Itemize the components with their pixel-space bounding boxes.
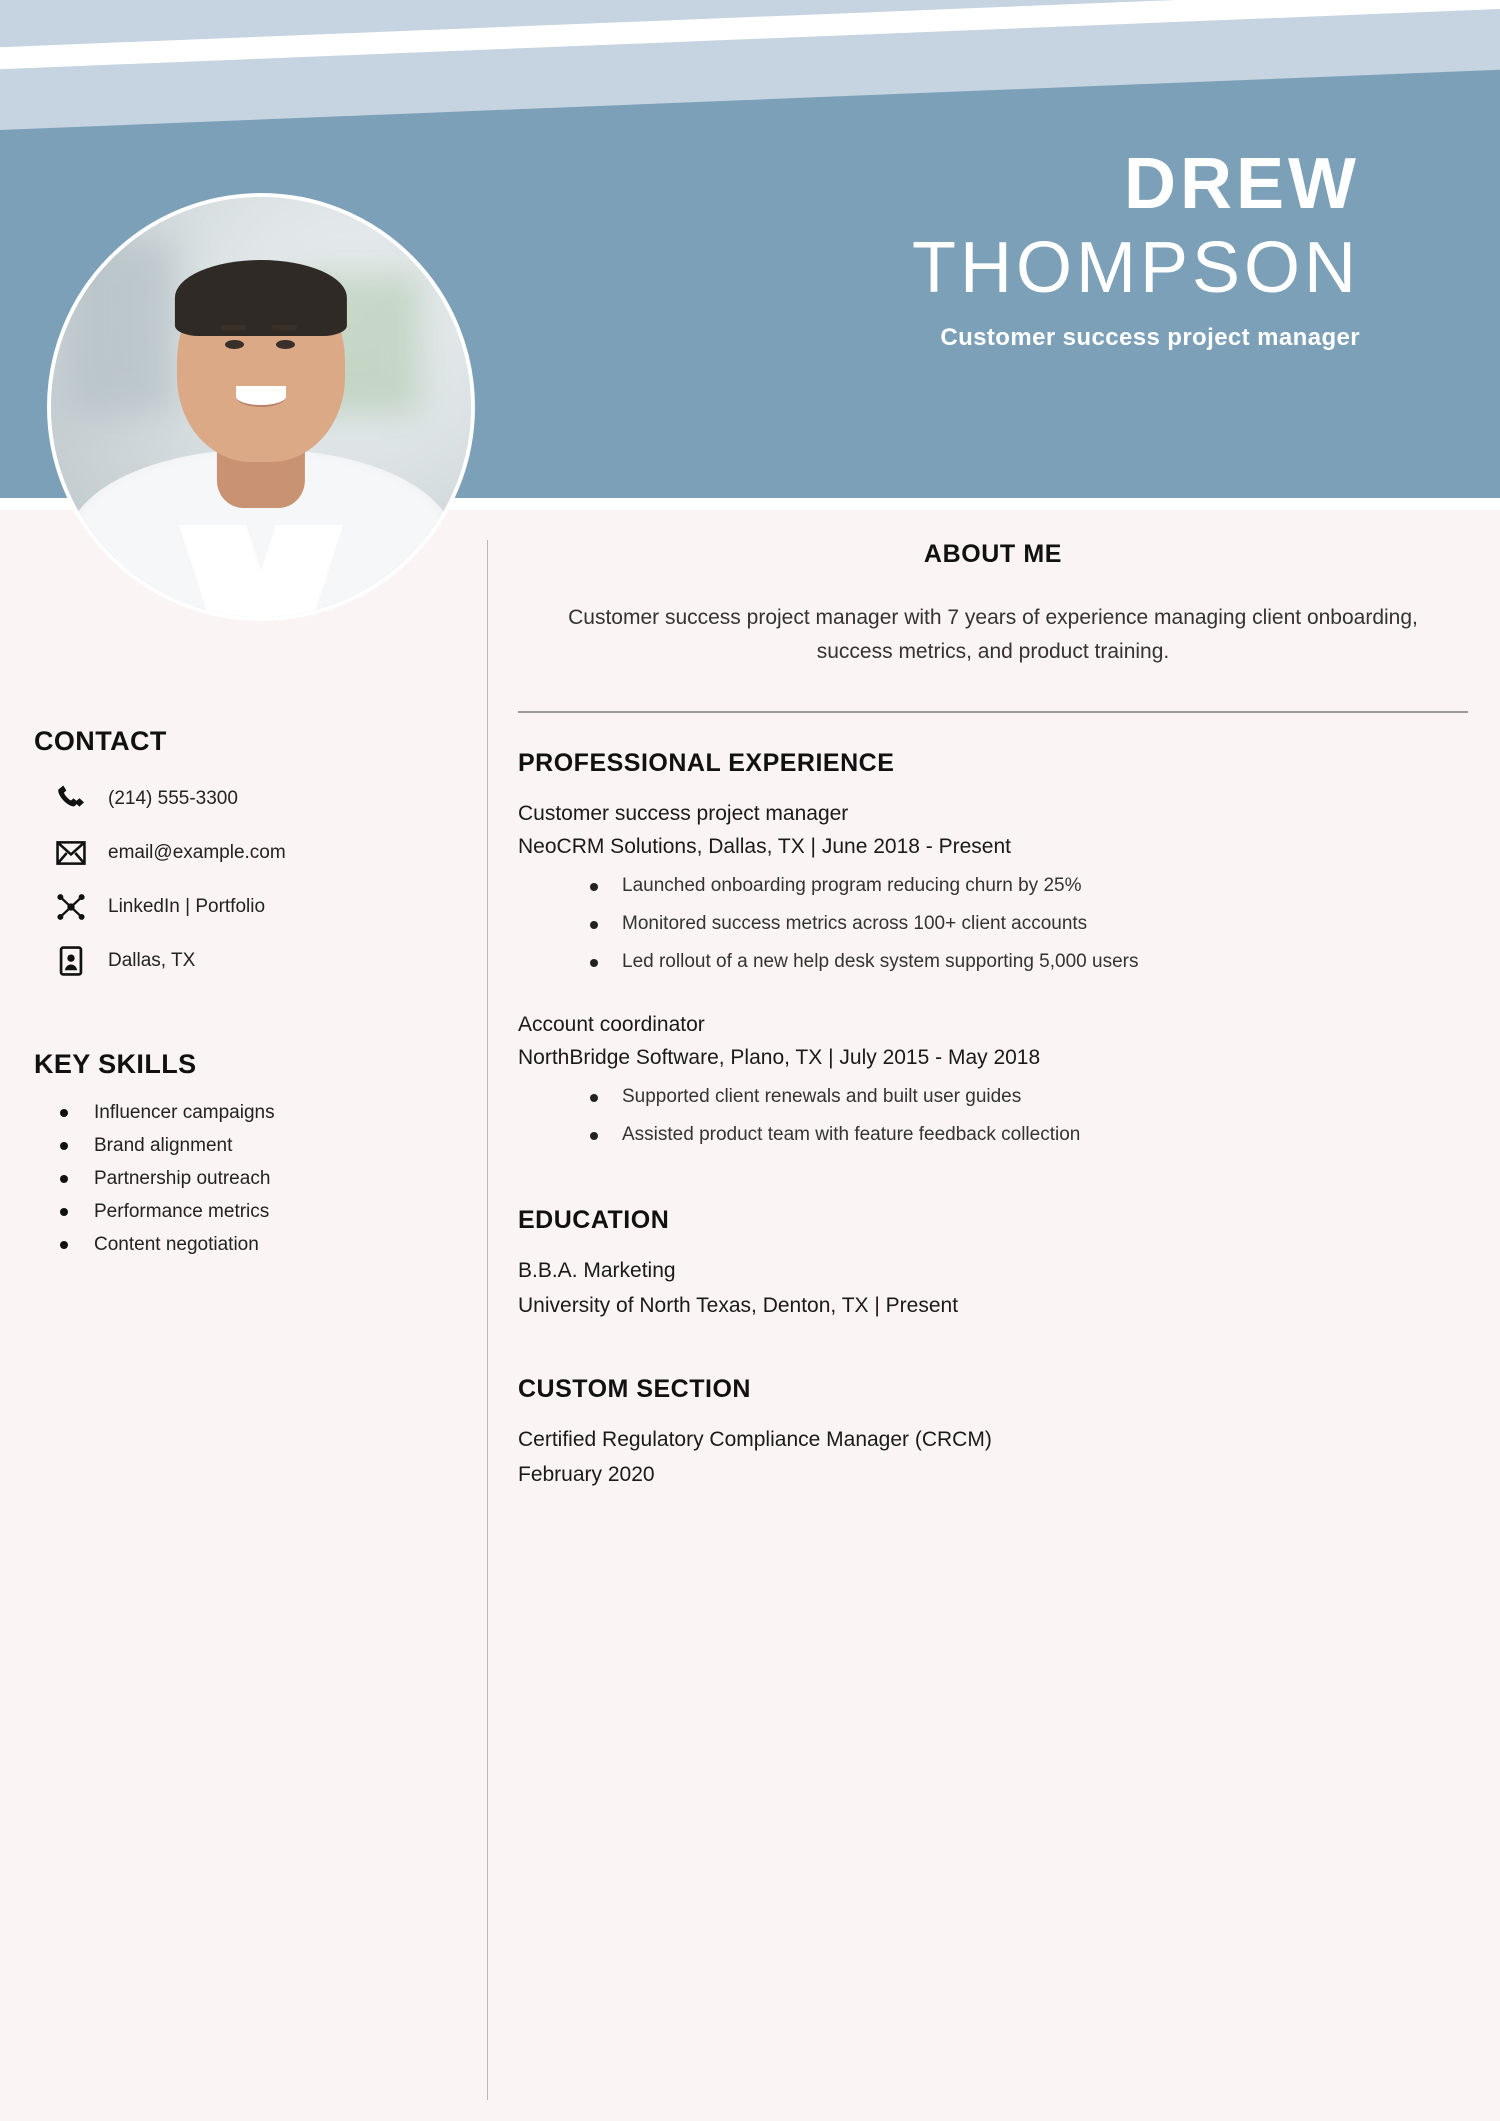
bullet-icon [590, 921, 598, 929]
contact-item-email [34, 833, 469, 873]
email-icon [34, 836, 108, 870]
photo-eyebrow-right [272, 325, 297, 330]
custom-section-heading: CUSTOM SECTION [518, 1375, 751, 1403]
column-divider [487, 540, 488, 2100]
contact-item-location [34, 941, 469, 981]
bullet-icon [60, 1175, 68, 1183]
list-item [34, 1201, 469, 1223]
bullet-icon [60, 1208, 68, 1216]
list-item [518, 1084, 1468, 1110]
job-role: Customer success project manager [518, 802, 849, 825]
about-heading: ABOUT ME [923, 540, 1063, 568]
photo-smile [236, 386, 286, 407]
skills-heading: KEY SKILLS [34, 1049, 197, 1079]
job-role: Account coordinator [518, 1013, 705, 1036]
bullet-text: Supported client renewals and built user guides [622, 1086, 1022, 1107]
education-school: University of North Texas, Denton, TX | Present [518, 1294, 959, 1317]
share-network-icon [34, 890, 108, 924]
spacer [518, 1329, 1468, 1375]
contact-location-text: Dallas, TX [108, 950, 196, 971]
bullet-text: Assisted product team with feature feedback collection [622, 1124, 1081, 1145]
contact-item-phone [34, 779, 469, 819]
bullet-icon [590, 883, 598, 891]
bullet-icon [60, 1241, 68, 1249]
main-content [518, 540, 1468, 1498]
list-item [518, 873, 1468, 899]
contact-item-links [34, 887, 469, 927]
job-meta: NorthBridge Software, Plano, TX | July 2015 - May 2018 [518, 1046, 1041, 1069]
spacer [518, 987, 1468, 1013]
photo-eye-right [276, 340, 295, 349]
photo-eyebrow-left [221, 325, 246, 330]
list-item [518, 1122, 1468, 1148]
skill-label: Performance metrics [94, 1201, 270, 1222]
education-heading: EDUCATION [518, 1206, 670, 1234]
contact-phone-text: (214) 555-3300 [108, 788, 238, 809]
spacer [518, 1160, 1468, 1206]
bullet-icon [590, 1132, 598, 1140]
list-item [518, 911, 1468, 937]
contact-heading: CONTACT [34, 726, 167, 756]
skill-label: Content negotiation [94, 1234, 259, 1255]
section-divider [518, 711, 1468, 713]
skills-section [34, 1049, 469, 1256]
list-item [34, 1168, 469, 1190]
location-badge-icon [34, 944, 108, 978]
bullet-text: Led rollout of a new help desk system supporting 5,000 users [622, 951, 1139, 972]
bullet-icon [60, 1142, 68, 1150]
contact-section [34, 726, 469, 981]
experience-heading: PROFESSIONAL EXPERIENCE [518, 749, 895, 777]
job-title: Customer success project manager [940, 324, 1360, 351]
about-text: Customer success project manager with 7 years of experience managing client onboarding, success metrics, and product training. [568, 606, 1418, 663]
photo-background-blur-left [68, 239, 177, 415]
list-item [518, 949, 1468, 975]
custom-section-line-1: Certified Regulatory Compliance Manager (CRCM) [518, 1428, 992, 1451]
list-item [34, 1102, 469, 1124]
custom-section-line-2: February 2020 [518, 1463, 655, 1486]
education-degree: B.B.A. Marketing [518, 1259, 676, 1282]
skill-label: Influencer campaigns [94, 1102, 275, 1123]
experience-entry [518, 802, 1468, 975]
bullet-icon [590, 1094, 598, 1102]
last-name: THOMPSON [911, 228, 1360, 308]
list-item [34, 1234, 469, 1256]
list-item [34, 1135, 469, 1157]
skill-label: Partnership outreach [94, 1168, 271, 1189]
name-block [320, 142, 1480, 352]
bullet-text: Launched onboarding program reducing churn by 25% [622, 875, 1082, 896]
sidebar [0, 528, 487, 1267]
skill-label: Brand alignment [94, 1135, 233, 1156]
bullet-icon [590, 959, 598, 967]
bullet-icon [60, 1109, 68, 1117]
job-meta: NeoCRM Solutions, Dallas, TX | June 2018 - Present [518, 835, 1011, 858]
experience-entry [518, 1013, 1468, 1148]
photo-hair [175, 260, 347, 336]
first-name: DREW [1124, 144, 1360, 224]
contact-email-text: email@example.com [108, 842, 286, 863]
photo-eye-left [225, 340, 244, 349]
bullet-text: Monitored success metrics across 100+ client accounts [622, 913, 1088, 934]
contact-links-text: LinkedIn | Portfolio [108, 896, 266, 917]
phone-icon [34, 782, 108, 816]
